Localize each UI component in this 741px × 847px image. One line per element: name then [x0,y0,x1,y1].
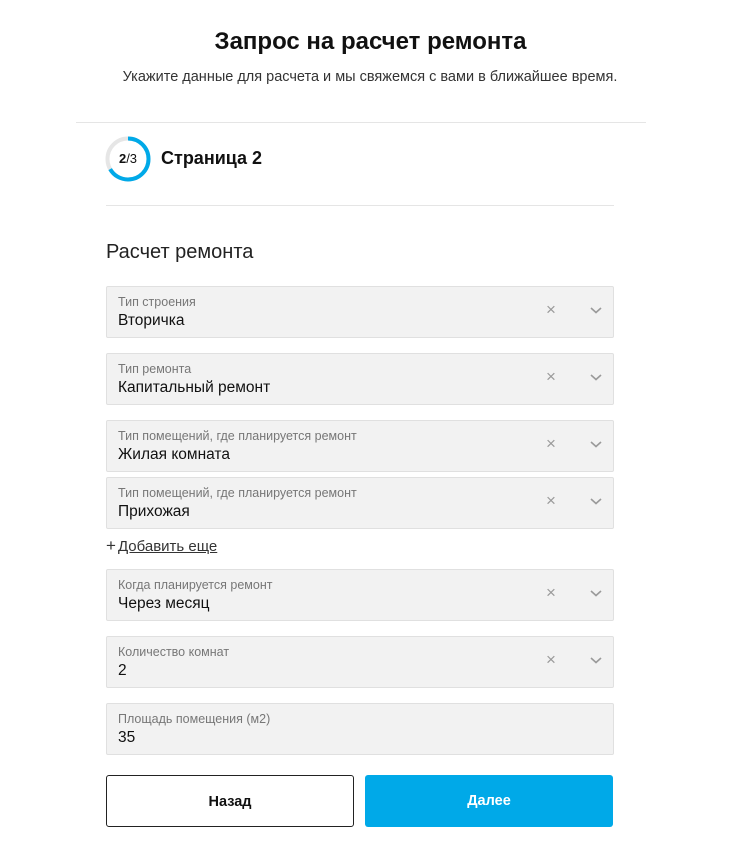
close-icon[interactable]: × [546,583,556,602]
field-label: Тип помещений, где планируется ремонт [118,486,357,500]
field-label: Когда планируется ремонт [118,578,273,592]
plus-icon: + [106,536,116,555]
section-title: Расчет ремонта [106,241,254,263]
repair-type-select[interactable] [106,353,614,405]
progress-indicator [105,136,151,182]
field-label: Тип ремонта [118,362,192,376]
room-count-select[interactable] [106,636,614,688]
progress-current: 2 [118,151,127,166]
room-type-select[interactable] [106,477,614,529]
close-icon[interactable]: × [546,367,556,386]
chevron-down-icon[interactable] [589,653,603,667]
progress-total: /3 [126,151,138,166]
close-icon[interactable]: × [546,300,556,319]
chevron-down-icon[interactable] [589,494,603,508]
next-button[interactable]: Далее [365,775,613,827]
chevron-down-icon[interactable] [589,370,603,384]
room-type-select[interactable] [106,420,614,472]
building-type-select[interactable] [106,286,614,338]
progress-text [105,136,151,182]
field-value[interactable]: 35 [118,729,136,746]
chevron-down-icon[interactable] [589,303,603,317]
add-more-link[interactable] [106,536,217,556]
close-icon[interactable]: × [546,434,556,453]
chevron-down-icon[interactable] [589,437,603,451]
chevron-down-icon[interactable] [589,586,603,600]
page-subtitle: Укажите данные для расчета и мы свяжемся с вами в ближайшее время. [122,69,618,85]
field-value: 2 [118,662,127,679]
close-icon[interactable]: × [546,650,556,669]
field-label: Количество комнат [118,645,230,659]
divider [76,122,646,123]
add-more-label: Добавить еще [117,538,218,555]
field-value: Прихожая [118,503,190,520]
page-title: Запрос на расчет ремонта [214,28,527,55]
field-value: Капитальный ремонт [118,379,271,396]
field-label: Площадь помещения (м2) [118,712,271,726]
field-label: Тип строения [118,295,196,309]
area-input[interactable] [106,703,614,755]
field-label: Тип помещений, где планируется ремонт [118,429,357,443]
step-label: Страница 2 [161,148,263,168]
field-value: Через месяц [118,595,210,612]
back-button[interactable]: Назад [106,775,354,827]
divider [106,205,614,206]
field-value: Вторичка [118,312,185,329]
close-icon[interactable]: × [546,491,556,510]
field-value: Жилая комната [118,446,230,463]
repair-timing-select[interactable] [106,569,614,621]
